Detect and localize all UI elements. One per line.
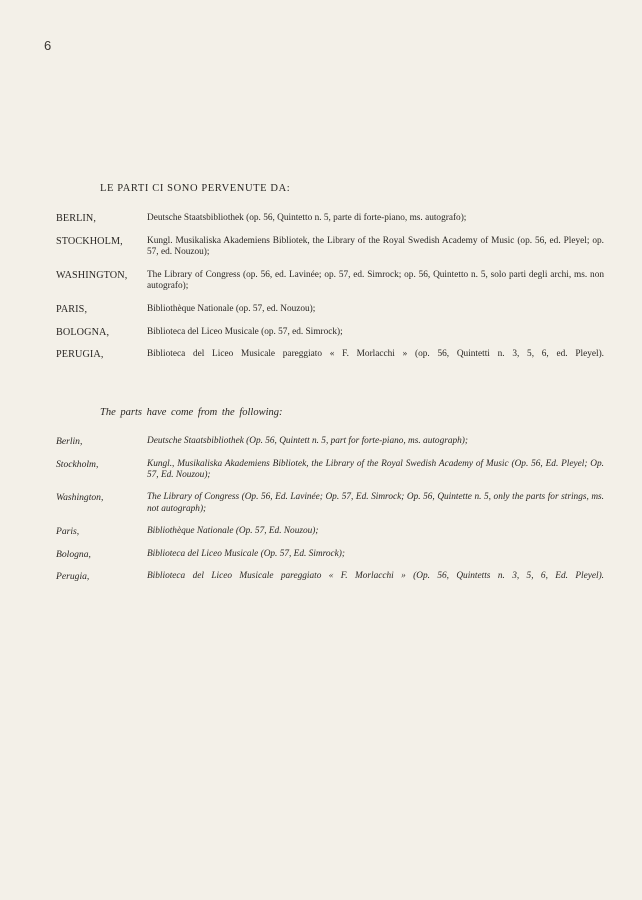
english-sources-list — [56, 436, 604, 594]
italian-source-paris — [56, 304, 604, 315]
source-city: PERUGIA, — [56, 349, 104, 361]
source-city: PARIS, — [56, 303, 88, 315]
source-city: Perugia, — [56, 571, 90, 583]
english-source-stockholm — [56, 459, 604, 481]
english-source-bologna — [56, 549, 604, 560]
source-city: WASHINGTON, — [56, 269, 128, 281]
source-city: Paris, — [56, 526, 80, 538]
source-holding: Deutsche Staatsbibliothek (op. 56, Quintetto n. 5, parte di forte-piano, ms. autografo); — [147, 213, 467, 223]
source-city: Berlin, — [56, 436, 83, 447]
italian-source-berlin — [56, 213, 604, 224]
italian-heading: LE PARTI CI SONO PERVENUTE DA: — [100, 183, 291, 194]
source-city: BERLIN, — [56, 213, 97, 224]
english-source-perugia — [56, 571, 604, 582]
italian-source-perugia — [56, 349, 604, 360]
english-heading: The parts have come from the following: — [100, 407, 283, 418]
italian-source-bologna — [56, 327, 604, 338]
source-city: BOLOGNA, — [56, 326, 110, 338]
source-city: Bologna, — [56, 548, 91, 560]
source-city: Stockholm, — [56, 458, 99, 470]
source-holding: Biblioteca del Liceo Musicale (op. 57, ed. Simrock); — [147, 326, 343, 337]
page-number: 6 — [44, 38, 52, 53]
source-holding: Biblioteca del Liceo Musicale pareggiato « F. Morlacchi » (Op. 56, Quintetts n. 3, 5, 6, Ed. Pleyel). — [147, 571, 604, 582]
source-holding: Biblioteca del Liceo Musicale (Op. 57, Ed. Simrock); — [147, 548, 345, 559]
source-holding: Kungl. Musikaliska Akademiens Bibliotek, the Library of the Royal Swedish Academy of Music (op. 56, ed. Pleyel; op. 57, ed. Nouzou); — [147, 235, 604, 257]
source-city: Washington, — [56, 492, 104, 504]
italian-source-washington — [56, 270, 604, 292]
source-holding: The Library of Congress (Op. 56, Ed. Lavinée; Op. 57, Ed. Simrock; Op. 56, Quintette n. 5, only the parts for strings, ms. not autograph); — [147, 492, 604, 514]
source-holding: Bibliothèque Nationale (Op. 57, Ed. Nouzou); — [147, 526, 319, 537]
english-source-washington — [56, 492, 604, 514]
english-source-berlin — [56, 436, 604, 447]
source-city: STOCKHOLM, — [56, 235, 123, 247]
english-source-paris — [56, 526, 604, 537]
italian-source-stockholm — [56, 236, 604, 258]
source-holding: The Library of Congress (op. 56, ed. Lavinée; op. 57, ed. Simrock; op. 56, Quintetto n. 5, solo parti degli archi, ms. non autografo); — [147, 269, 604, 291]
source-holding: Kungl., Musikaliska Akademiens Bibliotek, the Library of the Royal Swedish Academy of Music (Op. 56, Ed. Pleyel; Op. 57, Ed. Nouzou); — [147, 458, 604, 480]
source-holding: Deutsche Staatsbibliothek (Op. 56, Quintett n. 5, part for forte-piano, ms. autograph); — [147, 436, 468, 446]
source-holding: Biblioteca del Liceo Musicale pareggiato « F. Morlacchi » (op. 56, Quintetti n. 3, 5, 6, ed. Pleyel). — [147, 349, 604, 360]
source-holding: Bibliothèque Nationale (op. 57, ed. Nouzou); — [147, 303, 316, 314]
italian-sources-list — [56, 213, 604, 372]
